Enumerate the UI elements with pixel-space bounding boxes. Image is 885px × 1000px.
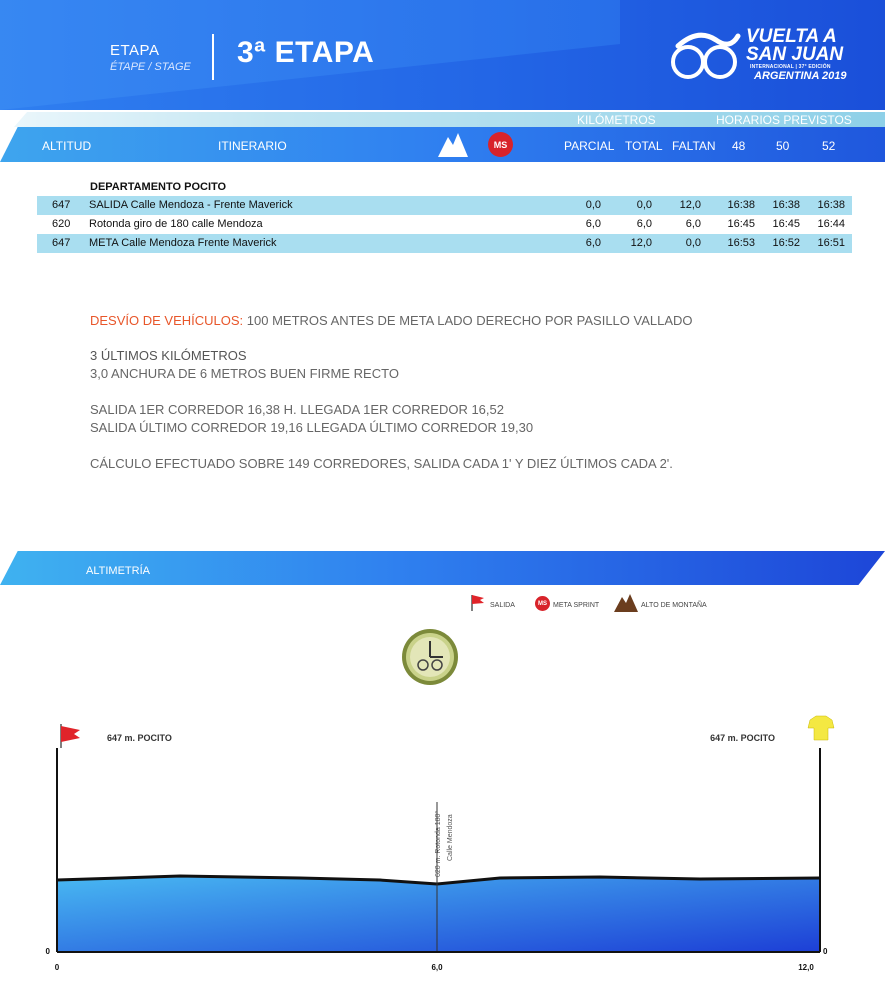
- row-time-48: 16:45: [727, 218, 755, 230]
- row-itinerary: SALIDA Calle Mendoza - Frente Maverick: [89, 199, 293, 211]
- row-time-52: 16:44: [817, 218, 845, 230]
- row-itinerary: Rotonda giro de 180 calle Mendoza: [89, 218, 263, 230]
- row-itinerary: META Calle Mendoza Frente Maverick: [89, 237, 277, 249]
- vuelta-logo: [668, 26, 868, 86]
- time-50-header: 50: [776, 139, 790, 153]
- row-faltan: 6,0: [685, 218, 701, 230]
- row-altitude: 647: [52, 237, 71, 249]
- salida-flag-icon: [470, 594, 486, 612]
- row-total: 6,0: [636, 218, 652, 230]
- logo-line-3: INTERNACIONAL | 37° EDICIÓN: [750, 64, 831, 70]
- row-time-50: 16:45: [772, 218, 800, 230]
- legend-alto-montana: ALTO DE MONTAÑA: [641, 602, 707, 609]
- calculo-note: CÁLCULO EFECTUADO SOBRE 149 CORREDORES, SALIDA CADA 1' Y DIEZ ÚLTIMOS CADA 2'.: [90, 456, 673, 471]
- end-label: 647 m. POCITO: [710, 733, 775, 743]
- x-tick-6: 6,0: [431, 963, 443, 972]
- legend-salida: SALIDA: [490, 602, 515, 609]
- row-time-48: 16:38: [727, 199, 755, 211]
- y-zero-right: 0: [823, 947, 828, 956]
- ultimos-title: 3 ÚLTIMOS KILÓMETROS: [90, 348, 247, 363]
- total-header: TOTAL: [625, 139, 663, 153]
- yellow-jersey-icon: [808, 716, 834, 740]
- stage-title: 3ª ETAPA: [237, 36, 375, 69]
- row-altitude: 620: [52, 218, 71, 230]
- row-altitude: 647: [52, 199, 71, 211]
- parcial-header: PARCIAL: [564, 139, 615, 153]
- department-title: DEPARTAMENTO POCITO: [90, 181, 227, 193]
- y-zero-left: 0: [45, 947, 50, 956]
- etapa-subtitle: ÉTAPE / STAGE: [110, 61, 191, 73]
- x-tick-12: 12,0: [798, 963, 814, 972]
- desvio-label: DESVÍO DE VEHÍCULOS:: [90, 313, 244, 328]
- altimetria-title: ALTIMETRÍA: [86, 565, 150, 577]
- table-row: [37, 196, 852, 215]
- table-row: [37, 215, 852, 234]
- start-flag-icon: [61, 724, 80, 748]
- row-faltan: 0,0: [685, 237, 701, 249]
- etapa-label: ETAPA: [110, 42, 160, 59]
- header-divider: [212, 34, 214, 80]
- row-parcial: 6,0: [585, 218, 601, 230]
- row-time-50: 16:38: [772, 199, 800, 211]
- logo-line-1: VUELTA A: [746, 26, 837, 47]
- time-48-header: 48: [732, 139, 746, 153]
- start-label: 647 m. POCITO: [107, 733, 172, 743]
- alto-montana-icon: [614, 592, 638, 612]
- x-tick-0: 0: [54, 963, 60, 972]
- salida-line-2: SALIDA ÚLTIMO CORREDOR 19,16 LLEGADA ÚLTIMO CORREDOR 19,30: [90, 420, 534, 435]
- salida-line-1: SALIDA 1ER CORREDOR 16,38 H. LLEGADA 1ER CORREDOR 16,52: [90, 402, 504, 417]
- row-time-50: 16:52: [772, 237, 800, 249]
- desvio-note: [90, 312, 850, 330]
- faltan-header: FALTAN: [672, 139, 716, 153]
- mountain-icon: [438, 131, 468, 157]
- mid-label-2: Calle Mendoza: [447, 814, 454, 861]
- ultimos-text: 3,0 ANCHURA DE 6 METROS BUEN FIRME RECTO: [90, 366, 399, 381]
- logo-line-2: SAN JUAN: [746, 44, 844, 65]
- kilometros-header: KILÓMETROS: [577, 113, 656, 127]
- legend-meta-sprint: META SPRINT: [553, 602, 600, 609]
- horarios-header: HORARIOS PREVISTOS: [716, 113, 852, 127]
- row-time-48: 16:53: [727, 237, 755, 249]
- profile-area: [57, 876, 820, 952]
- altitud-header: ALTITUD: [42, 139, 92, 153]
- row-parcial: 0,0: [585, 199, 601, 211]
- table-row: [37, 234, 852, 253]
- mid-label-1: 620 m. Rotonda 180°: [435, 810, 442, 877]
- itinerario-header: ITINERARIO: [218, 139, 287, 153]
- cyclist-logo-icon: [668, 26, 744, 86]
- stage-notes: [90, 312, 850, 473]
- meta-sprint-icon: MS: [488, 132, 513, 157]
- row-parcial: 6,0: [585, 237, 601, 249]
- meta-sprint-legend-icon: MS: [535, 596, 550, 611]
- row-time-52: 16:51: [817, 237, 845, 249]
- desvio-text: 100 METROS ANTES DE META LADO DERECHO POR PASILLO VALLADO: [243, 313, 693, 328]
- row-total: 12,0: [630, 237, 652, 249]
- logo-line-4: ARGENTINA 2019: [754, 70, 847, 82]
- row-total: 0,0: [636, 199, 652, 211]
- time-52-header: 52: [822, 139, 836, 153]
- row-faltan: 12,0: [679, 199, 701, 211]
- row-time-52: 16:38: [817, 199, 845, 211]
- altitude-profile: [0, 620, 885, 1000]
